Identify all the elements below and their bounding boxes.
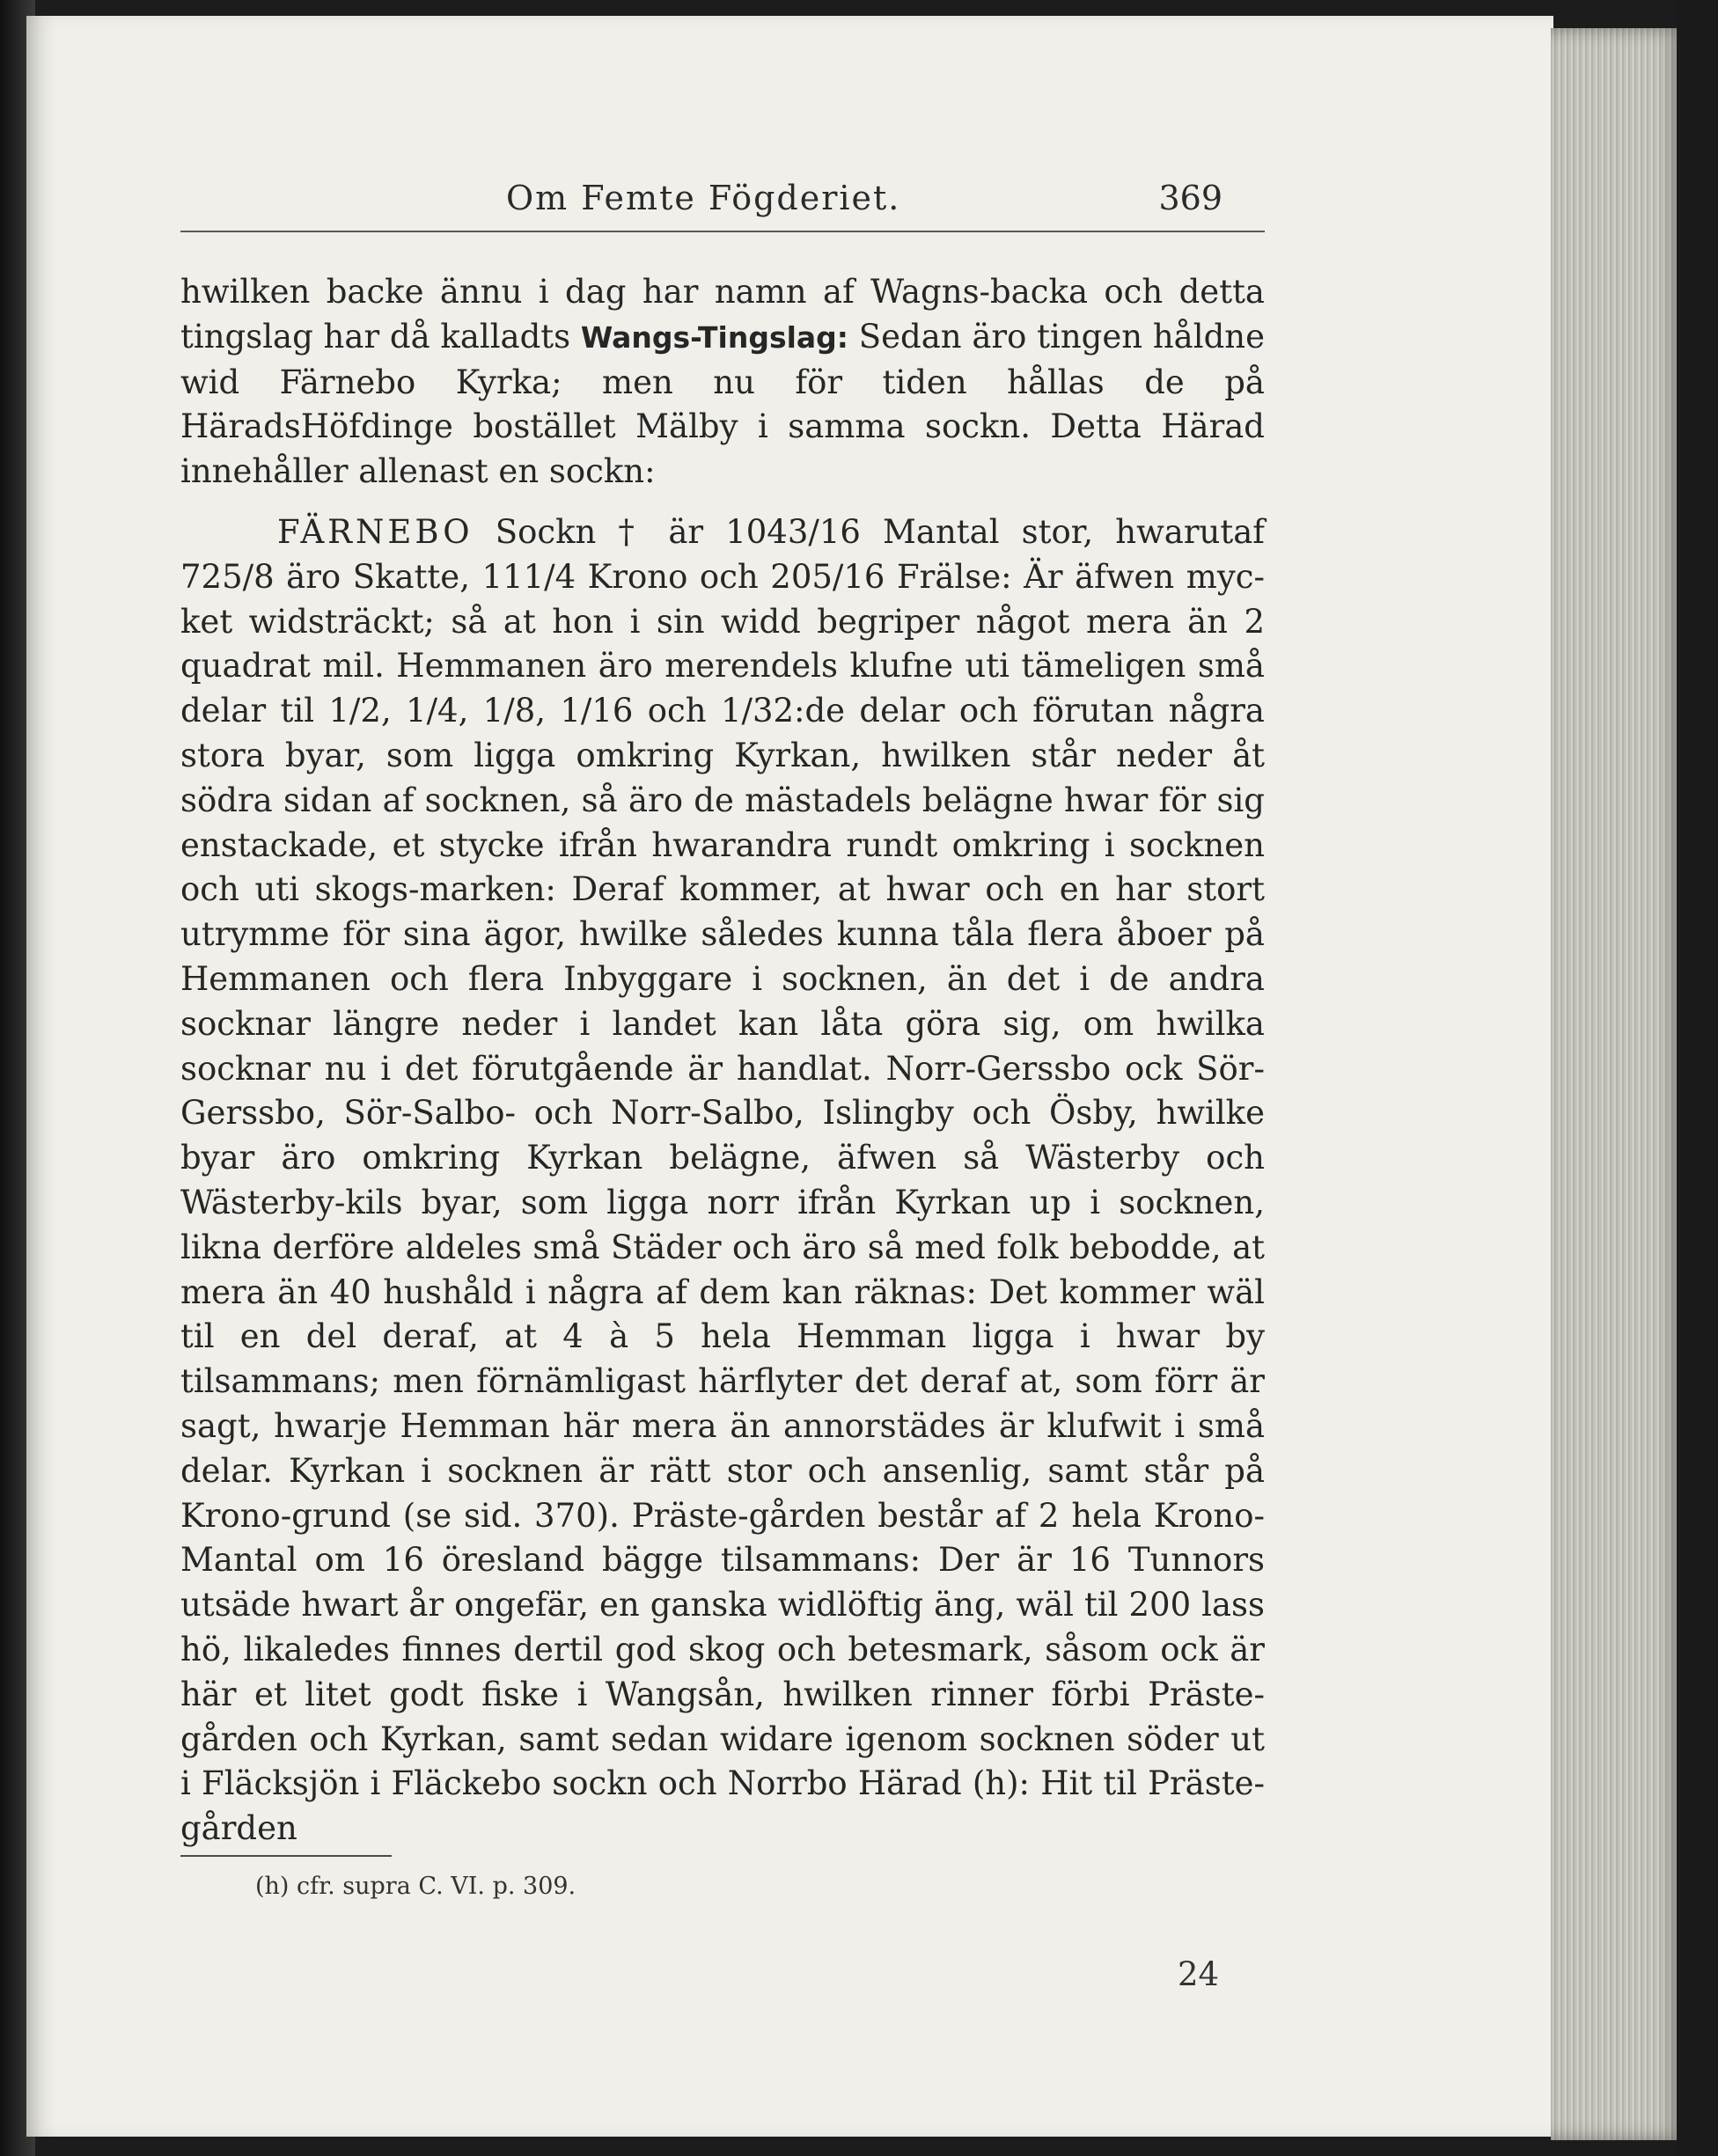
header-rule <box>180 231 1265 232</box>
signature-mark: 24 <box>1178 1955 1220 1993</box>
page-edges <box>1551 28 1683 2140</box>
page-header <box>180 179 1263 231</box>
running-title: Om Femte Fögderiet. <box>506 179 901 217</box>
footnote-rule <box>180 1855 392 1857</box>
paragraph-1: hwilken backe ännu i dag har namn af Wagns-backa och detta tingslag har då kalladts Wangs-Tingslag: Sedan äro tingen håldne wid Färnebo Kyrka; men nu för tiden hållas de på HäradsHöfdinge bostället Mälby i samma sockn. Detta Härad innehåller allenast en sockn: <box>180 273 1265 491</box>
page-number: 369 <box>1158 179 1222 217</box>
paragraph-2: FÄRNEBO Sockn † är 1043/16 Mantal stor, hwarutaf 725/8 äro Skatte, 111/4 Krono och 205/16 Frälse: Är äfwen mycket widsträckt; så at hon i sin widd begriper något mera än 2 quadrat mil. Hemmanen äro merendels klufne uti tämeligen små delar til 1/2, 1/4, 1/8, 1/16 och 1/32:de delar och förutan några stora byar, som ligga omkring Kyrkan, hwilken står neder åt södra sidan af socknen, så äro de mästadels belägne hwar för sig enstackade, et stycke ifrån hwarandra rundt omkring i socknen och uti skogs-marken: Deraf kommer, at hwar och en har stort utrymme för sina ägor, hwilke således kunna tåla flera åboer på Hemmanen och flera Inbyggare i socknen, än det i de andra socknar längre neder i landet kan låta göra sig, om hwilka socknar nu i det förutgående är handlat. Norr-Gerssbo ock Sör-Gerssbo, Sör-Salbo- och Norr-Salbo, Islingby och Ösby, hwilke byar äro omkring Kyrkan belägne, äfwen så Wästerby och Wästerby-kils byar, som ligga norr ifrån Kyrkan up i socknen, likna derföre aldeles små Städer och äro så med folk bebodde, at mera än 40 hushåld i några af dem kan räknas: Det kommer wäl til en del deraf, at 4 à 5 hela Hemman ligga i hwar by tilsammans; men förnämligast härflyter det deraf at, som förr är sagt, hwarje Hemman här mera än annorstädes är klufwit i små delar. Kyrkan i socknen är rätt stor och ansenlig, samt står på Krono-grund (se sid. 370). Präste-gården består af 2 hela Krono-Mantal om 16 öresland bägge tilsammans: Der är 16 Tunnors utsäde hwart år ongefär, en ganska widlöftig äng, wäl til 200 lass hö, likaledes finnes dertil god skog och betesmark, såsom ock är här et litet godt fiske i Wangsån, hwilken rinner förbi Präste-gården och Kyrkan, samt sedan widare igenom socknen söder ut i Fläcksjön i Fläckebo sockn och Norrbo Härad (h): Hit til Präste-gården <box>180 512 1266 1848</box>
footnote: (h) cfr. supra C. VI. p. 309. <box>255 1873 576 1900</box>
parish-name: FÄRNEBO <box>277 512 474 551</box>
book-cover-edge <box>1677 0 1718 2156</box>
tingslag-heading: Wangs-Tingslag: <box>580 319 848 355</box>
body-text <box>180 270 1265 1852</box>
